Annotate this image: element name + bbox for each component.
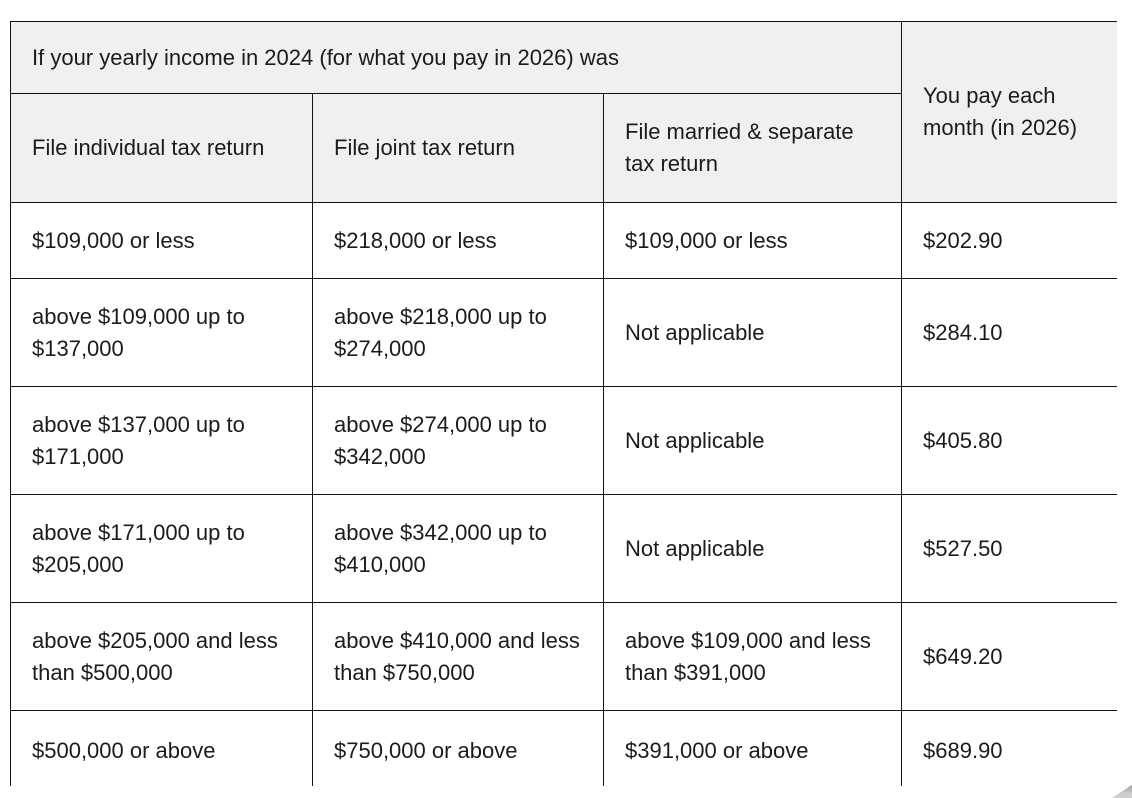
cell-pay-value: $202.90 xyxy=(923,227,1003,253)
cell-pay xyxy=(902,203,1117,279)
cell-joint-value: above $218,000 up to $274,000 xyxy=(334,303,547,361)
table-row xyxy=(11,495,1118,603)
cell-married-separate-value: Not applicable xyxy=(625,427,765,453)
cell-joint xyxy=(313,387,604,495)
cell-joint-value: $218,000 or less xyxy=(334,227,497,253)
cell-pay-value: $689.90 xyxy=(923,737,1003,763)
cell-individual-value: above $137,000 up to $171,000 xyxy=(32,411,245,469)
cell-joint-value: $750,000 or above xyxy=(334,737,518,763)
cell-married-separate xyxy=(604,495,902,603)
cell-married-separate xyxy=(604,203,902,279)
cell-pay xyxy=(902,387,1117,495)
cell-pay xyxy=(902,711,1117,787)
cell-individual xyxy=(11,711,313,787)
cell-joint xyxy=(313,711,604,787)
filing-header-cell-0 xyxy=(11,94,313,203)
pay-header-cell xyxy=(902,22,1117,203)
cell-individual xyxy=(11,279,313,387)
table-row xyxy=(11,603,1118,711)
cell-married-separate-value: $109,000 or less xyxy=(625,227,788,253)
filing-header-label: File joint tax return xyxy=(334,135,515,160)
cell-joint xyxy=(313,603,604,711)
table-viewport xyxy=(10,21,1117,786)
cell-pay-value: $284.10 xyxy=(923,319,1003,345)
filing-header-label: File married & separate tax return xyxy=(625,119,854,176)
cell-individual xyxy=(11,495,313,603)
cell-pay xyxy=(902,495,1117,603)
cell-joint xyxy=(313,495,604,603)
table-row xyxy=(11,279,1118,387)
cell-individual-value: above $109,000 up to $137,000 xyxy=(32,303,245,361)
income-premium-table xyxy=(10,21,1117,786)
cell-individual-value: $500,000 or above xyxy=(32,737,216,763)
table-header xyxy=(11,22,1118,203)
filing-header-cell-1 xyxy=(313,94,604,203)
table-row xyxy=(11,203,1118,279)
cell-married-separate xyxy=(604,279,902,387)
cell-pay-value: $405.80 xyxy=(923,427,1003,453)
filing-header-label: File individual tax return xyxy=(32,135,265,160)
cell-married-separate-value: Not applicable xyxy=(625,535,765,561)
cell-married-separate-value: Not applicable xyxy=(625,319,765,345)
filing-header-cell-2 xyxy=(604,94,902,203)
cell-joint xyxy=(313,203,604,279)
table-body xyxy=(11,203,1118,787)
cell-individual xyxy=(11,387,313,495)
cell-individual xyxy=(11,603,313,711)
income-span-header-cell xyxy=(11,22,902,94)
cell-joint-value: above $410,000 and less than $750,000 xyxy=(334,627,580,685)
cell-joint xyxy=(313,279,604,387)
cell-married-separate xyxy=(604,603,902,711)
cell-married-separate-value: $391,000 or above xyxy=(625,737,809,763)
cell-individual-value: $109,000 or less xyxy=(32,227,195,253)
cell-married-separate xyxy=(604,711,902,787)
income-header-row xyxy=(11,22,1118,94)
cell-joint-value: above $274,000 up to $342,000 xyxy=(334,411,547,469)
corner-resize-artifact-icon xyxy=(1112,784,1132,798)
income-span-header-label: If your yearly income in 2024 (for what you pay in 2026) was xyxy=(32,44,619,70)
cell-individual-value: above $205,000 and less than $500,000 xyxy=(32,627,278,685)
cell-pay-value: $649.20 xyxy=(923,643,1003,669)
table-row xyxy=(11,387,1118,495)
cell-joint-value: above $342,000 up to $410,000 xyxy=(334,519,547,577)
cell-pay xyxy=(902,603,1117,711)
pay-header-label: You pay each month (in 2026) xyxy=(923,83,1078,140)
cell-married-separate-value: above $109,000 and less than $391,000 xyxy=(625,627,871,685)
cell-married-separate xyxy=(604,387,902,495)
cell-individual xyxy=(11,203,313,279)
cell-pay xyxy=(902,279,1117,387)
cell-pay-value: $527.50 xyxy=(923,535,1003,561)
cell-individual-value: above $171,000 up to $205,000 xyxy=(32,519,245,577)
table-row xyxy=(11,711,1118,787)
